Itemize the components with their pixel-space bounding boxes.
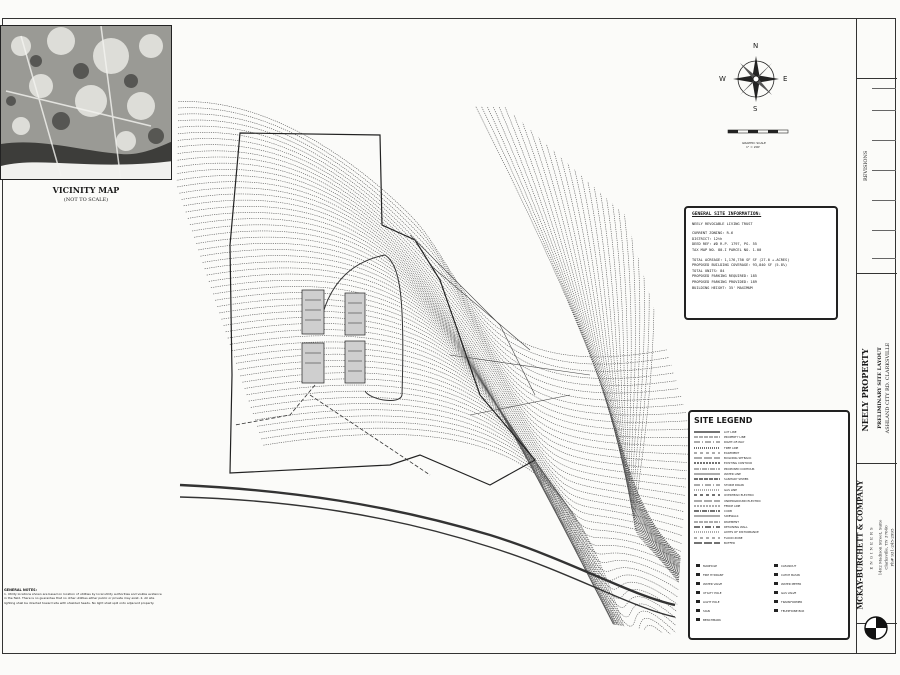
legend-line-swatch — [694, 483, 720, 487]
compass-west: W — [719, 75, 726, 83]
site-info-owner: NEELY REVOCABLE LIVING TRUST — [692, 221, 753, 226]
legend-symbol — [696, 609, 710, 613]
site-info-line: CURRENT ZONING: R-6 — [692, 231, 734, 236]
vicinity-map-title: VICINITY MAP — [52, 185, 120, 195]
site-info-line: DEED REF: #D R.P. 1797, PG. 55 — [692, 242, 757, 247]
site-plan-drawing — [170, 95, 690, 650]
firm-address: 1402 Madison Street, Suite — [877, 519, 883, 576]
compass-north: N — [753, 42, 759, 50]
site-legend — [688, 410, 850, 640]
site-info-line: PROPOSED PARKING REQUIRED: 185 — [692, 274, 757, 279]
legend-symbol — [696, 591, 721, 595]
legend-row-label: EXISTING CONTOUR — [724, 461, 753, 466]
legend-row-label: RIGHT-OF-WAY — [724, 440, 745, 445]
general-site-info-box — [684, 206, 838, 320]
legend-row-label: PROPOSED CONTOUR — [724, 466, 755, 471]
legend-row-label: OVERHEAD ELECTRIC — [724, 493, 755, 498]
firm-city: Clarksville, TN 37040 — [883, 525, 889, 570]
legend-symbol-label: TRANSFORMER — [781, 599, 803, 604]
legend-symbol — [696, 573, 724, 577]
legend-row-label: RETAINING WALL — [724, 524, 748, 529]
legend-row-label: STORM DRAIN — [724, 482, 744, 487]
legend-line-swatch — [694, 520, 720, 524]
buildings — [302, 290, 365, 383]
notes-body: 1. Utility locations shown are based on location of utilities by local utility authorities and visible evidence in the field. There is no guarantee that no other utilities either public or private may exist. 2. All site lighting shall be directed toward site with shielded heads. No light shall spill onto adjacent property. — [4, 592, 162, 605]
legend-row-label: SIDEWALK — [724, 514, 739, 519]
legend-line-swatch — [694, 451, 720, 455]
legend-symbol-icon — [696, 582, 700, 585]
legend-line-swatch — [694, 467, 720, 471]
legend-symbol-label: WATER VALVE — [703, 581, 723, 586]
legend-symbol-label: WATER METER — [781, 581, 802, 586]
legend-symbol — [696, 600, 719, 604]
legend-symbol — [774, 609, 804, 613]
legend-row-label: TREE LINE — [724, 445, 739, 450]
legend-symbol-icon — [774, 573, 778, 576]
site-info-line: TOTAL ACREAGE: 1,176,750 SF SF (27.0 +-ACRES) — [692, 257, 790, 262]
legend-title: SITE LEGEND — [694, 416, 753, 425]
legend-line-swatch — [694, 493, 720, 497]
legend-symbol — [696, 618, 721, 622]
firm-subtitle: ENGINEERS — [868, 525, 874, 570]
legend-symbol — [774, 573, 800, 577]
site-info-line: TOTAL UNITS: 84 — [692, 268, 725, 273]
legend-line-swatch — [694, 525, 720, 529]
legend-row-label: UNDERGROUND ELECTRIC — [724, 498, 761, 503]
legend-symbol-icon — [774, 564, 778, 567]
legend-row — [694, 540, 844, 545]
notes-title: GENERAL NOTES: — [4, 588, 37, 592]
legend-line-swatch — [694, 446, 720, 450]
project-location: ASHLAND CITY RD. CLARKSVILLE — [885, 342, 891, 434]
legend-symbol-label: CATCH BASIN — [781, 572, 800, 577]
revisions-label: REVISIONS — [863, 150, 869, 181]
legend-symbols — [694, 564, 844, 644]
legend-line-swatch — [694, 477, 720, 481]
firm-name: MCKAY-BURCHETT & COMPANY — [855, 480, 865, 610]
project-name: NEELY PROPERTY — [860, 348, 870, 432]
legend-line-swatch — [694, 440, 720, 444]
legend-row-label: BUILDING SETBACK — [724, 456, 752, 461]
legend-line-swatch — [694, 541, 720, 545]
legend-line-swatch — [694, 509, 720, 513]
general-notes — [4, 588, 164, 605]
legend-symbol-icon — [774, 591, 778, 594]
legend-symbol-label: LIGHT POLE — [703, 599, 720, 604]
north-arrow-icon — [719, 42, 788, 113]
legend-row-label: LIMITS OF DISTURBANCE — [724, 530, 759, 535]
legend-symbol-label: FIRE HYDRANT — [703, 572, 724, 577]
site-info-zoning-group — [692, 231, 830, 253]
legend-symbol — [696, 582, 722, 586]
site-info-line: PROPOSED PARKING PROVIDED: 189 — [692, 279, 757, 284]
legend-symbol-label: UTILITY POLE — [703, 590, 722, 595]
legend-row-label: EASEMENT — [724, 450, 740, 455]
site-info-stats-group — [692, 258, 830, 292]
legend-row-label: GAS LINE — [724, 487, 737, 492]
legend-row-label: CURB — [724, 509, 732, 514]
legend-symbol-icon — [696, 618, 700, 621]
legend-symbol-label: GAS VALVE — [781, 590, 797, 595]
site-info-line: TAX MAP NO. 80-I PARCEL NO. 1.00 — [692, 247, 762, 252]
sheet-title: PRELIMINARY SITE LAYOUT — [877, 347, 883, 429]
legend-row-label: PAVEMENT — [724, 519, 739, 524]
compass-south: S — [753, 105, 758, 113]
legend-row-label: LOT LINE — [724, 429, 737, 434]
scale-unit: 1" = 200' — [746, 145, 761, 149]
legend-row-label: SANITARY SEWER — [724, 477, 749, 482]
legend-symbol-label: MANHOLE — [703, 563, 718, 568]
legend-symbol — [696, 564, 717, 568]
legend-symbol — [774, 564, 796, 568]
legend-symbol — [774, 600, 802, 604]
legend-line-swatch — [694, 514, 720, 518]
site-info-line: DISTRICT: 12th — [692, 236, 723, 241]
compass-east: E — [783, 75, 788, 83]
legend-symbol-icon — [774, 600, 778, 603]
legend-row-label: FENCE LINE — [724, 503, 741, 508]
legend-symbol — [774, 582, 801, 586]
legend-symbol-icon — [696, 609, 700, 612]
legend-line-swatch — [694, 472, 720, 476]
legend-symbol-icon — [774, 609, 778, 612]
legend-symbol-icon — [696, 591, 700, 594]
site-info-title: GENERAL SITE INFORMATION: — [692, 212, 762, 217]
legend-row-label: PROPERTY LINE — [724, 434, 746, 439]
legend-symbol-icon — [696, 564, 700, 567]
legend-row-label: FLOOD ZONE — [724, 535, 743, 540]
legend-line-swatch — [694, 435, 720, 439]
legend-line-swatch — [694, 499, 720, 503]
vicinity-map-image — [0, 25, 172, 180]
legend-symbol-label: BENCHMARK — [703, 617, 721, 622]
legend-line-swatch — [694, 530, 720, 534]
legend-line-swatch — [694, 456, 720, 460]
legend-row-label: WATER LINE — [724, 472, 741, 477]
legend-line-swatch — [694, 461, 720, 465]
legend-symbol-icon — [696, 600, 700, 603]
legend-line-swatch — [694, 536, 720, 540]
legend-symbol-label: TELEPHONE BOX — [781, 608, 805, 613]
site-info-line: PROPOSED BUILDING COVERAGE: 93,840 SF (5.8%) — [692, 263, 788, 268]
firm-logo-icon — [863, 615, 889, 641]
firm-phone: Ph# 931-245-2995 — [889, 528, 895, 567]
legend-line-swatch — [694, 504, 720, 508]
legend-symbol-label: CLEANOUT — [781, 563, 797, 568]
site-info-line: BUILDING HEIGHT: 35' MAXIMUM — [692, 285, 753, 290]
legend-row-label: BUFFER — [724, 540, 735, 545]
legend-line-swatch — [694, 488, 720, 492]
legend-line-swatch — [694, 430, 720, 434]
legend-symbol-icon — [774, 582, 778, 585]
legend-symbol-icon — [696, 573, 700, 576]
legend-line-types — [694, 429, 844, 546]
legend-symbol — [774, 591, 796, 595]
legend-symbol-label: SIGN — [703, 608, 710, 613]
vicinity-map-subtitle: (NOT TO SCALE) — [63, 197, 109, 203]
graphic-scale — [726, 122, 792, 149]
scale-label: GRAPHIC SCALE — [742, 141, 766, 145]
